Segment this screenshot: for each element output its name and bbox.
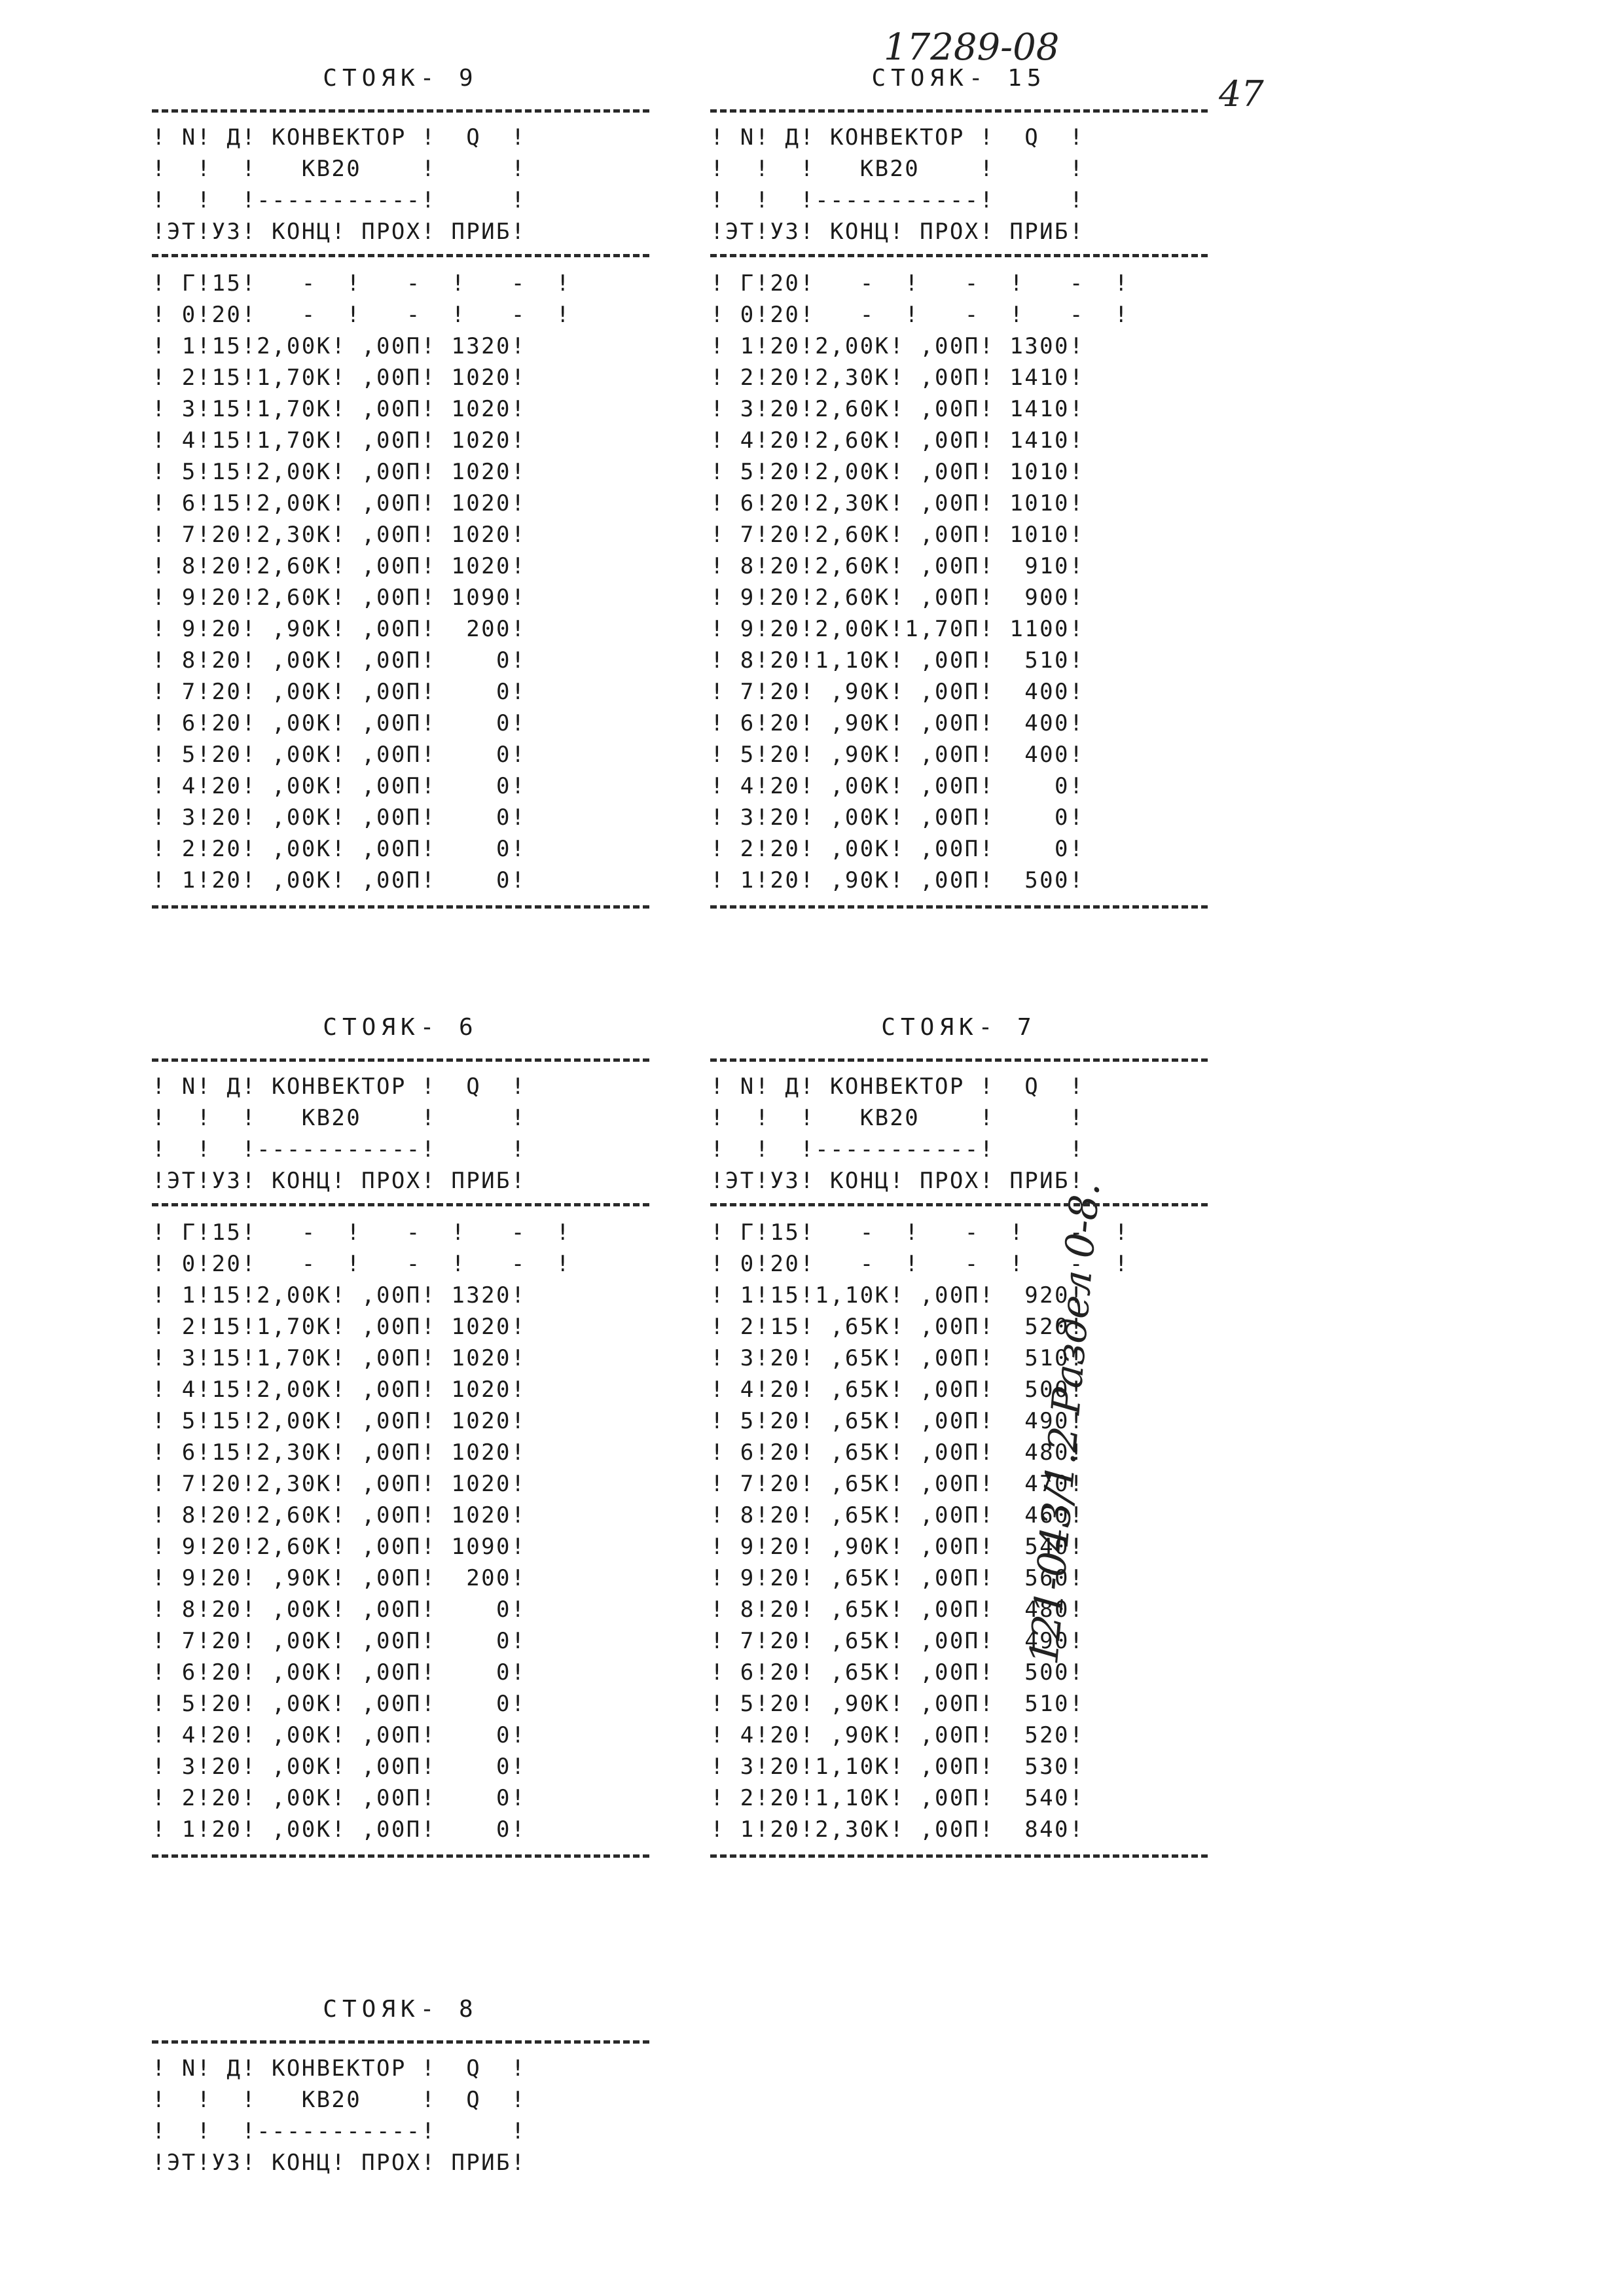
table-row: ! 5!20! ,00К! ,00П! 0! bbox=[152, 742, 526, 768]
table-row: ! 9!20!2,60К! ,00П! 900! bbox=[710, 585, 1085, 611]
table-row: ! 1!15!1,10К! ,00П! 920! bbox=[710, 1282, 1085, 1309]
table-row: ! Г!20! - ! - ! - ! bbox=[710, 270, 1130, 297]
table-row: ! 4!20! ,00К! ,00П! 0! bbox=[710, 773, 1085, 799]
dashed-rule bbox=[152, 905, 649, 909]
header-line: ! ! !-----------! ! bbox=[152, 1136, 526, 1163]
table-header bbox=[152, 113, 649, 254]
table-row: ! 3!20! ,00К! ,00П! 0! bbox=[152, 1754, 526, 1780]
table-row: ! 6!20! ,00К! ,00П! 0! bbox=[152, 1659, 526, 1686]
table-header bbox=[152, 2044, 649, 2185]
handwritten-doc-number: 17289-08 bbox=[884, 26, 1060, 69]
riser-table-8 bbox=[152, 1993, 649, 2185]
riser-table-15 bbox=[710, 62, 1208, 909]
table-row: ! 8!20!2,60К! ,00П! 910! bbox=[710, 553, 1085, 579]
header-line: ! ! !-----------! ! bbox=[152, 187, 526, 213]
table-row: ! 7!20!2,30К! ,00П! 1020! bbox=[152, 1471, 526, 1497]
table-row: ! 6!20! ,65К! ,00П! 500! bbox=[710, 1659, 1085, 1686]
table-row: ! Г!15! - ! - ! - ! bbox=[710, 1219, 1130, 1246]
table-row: ! 8!20! ,65К! ,00П! 460! bbox=[710, 1502, 1085, 1528]
table-row: ! 9!20!2,60К! ,00П! 1090! bbox=[152, 1534, 526, 1560]
header-line: ! ! !-----------! ! bbox=[152, 2118, 526, 2144]
table-row: ! 9!20!2,00К!1,70П! 1100! bbox=[710, 616, 1085, 642]
table-row: ! 2!20! ,00К! ,00П! 0! bbox=[152, 1785, 526, 1811]
table-row: ! 1!15!2,00К! ,00П! 1320! bbox=[152, 1282, 526, 1309]
table-row: ! 0!20! - ! - ! - ! bbox=[710, 1251, 1130, 1277]
table-row: ! 8!20!2,60К! ,00П! 1020! bbox=[152, 1502, 526, 1528]
header-line: !ЭТ!УЗ! КОНЦ! ПРОХ! ПРИБ! bbox=[710, 219, 1085, 245]
riser-title: СТОЯК- 15 bbox=[871, 65, 1047, 92]
header-line: ! N! Д! КОНВЕКТОР ! Q ! bbox=[710, 124, 1085, 151]
table-row: ! 3!20! ,00К! ,00П! 0! bbox=[152, 804, 526, 831]
table-header bbox=[710, 113, 1208, 254]
table-row: ! 6!20! ,90К! ,00П! 400! bbox=[710, 710, 1085, 736]
table-row: ! 2!15!1,70К! ,00П! 1020! bbox=[152, 1314, 526, 1340]
header-line: ! ! ! КВ20 ! ! bbox=[710, 156, 1085, 182]
table-body bbox=[710, 257, 1208, 905]
riser-table-9 bbox=[152, 62, 649, 909]
table-row: ! 8!20!1,10К! ,00П! 510! bbox=[710, 647, 1085, 674]
header-line: ! N! Д! КОНВЕКТОР ! Q ! bbox=[152, 1074, 526, 1100]
table-row: ! 3!20! ,65К! ,00П! 510! bbox=[710, 1345, 1085, 1371]
table-row: ! 2!20! ,00К! ,00П! 0! bbox=[710, 836, 1085, 862]
header-line: ! ! ! КВ20 ! ! bbox=[152, 156, 526, 182]
table-row: ! 4!20! ,65К! ,00П! 500! bbox=[710, 1377, 1085, 1403]
riser-title: СТОЯК- 7 bbox=[881, 1014, 1037, 1041]
table-row: ! 1!20!2,00К! ,00П! 1300! bbox=[710, 333, 1085, 359]
header-line: ! ! ! КВ20 ! ! bbox=[710, 1105, 1085, 1131]
table-body bbox=[152, 257, 649, 905]
table-row: ! Г!15! - ! - ! - ! bbox=[152, 270, 571, 297]
table-row: ! 2!20! ,00К! ,00П! 0! bbox=[152, 836, 526, 862]
table-row: ! 7!20! ,00К! ,00П! 0! bbox=[152, 679, 526, 705]
table-row: ! 4!20! ,90К! ,00П! 520! bbox=[710, 1722, 1085, 1748]
table-row: ! 7!20!2,60К! ,00П! 1010! bbox=[710, 522, 1085, 548]
table-row: ! 0!20! - ! - ! - ! bbox=[152, 1251, 571, 1277]
header-line: ! ! !-----------! ! bbox=[710, 1136, 1085, 1163]
table-header bbox=[710, 1062, 1208, 1203]
table-row: ! 6!15!2,00К! ,00П! 1020! bbox=[152, 490, 526, 516]
table-row: ! 5!20! ,90К! ,00П! 400! bbox=[710, 742, 1085, 768]
table-row: ! 4!15!1,70К! ,00П! 1020! bbox=[152, 427, 526, 454]
table-row: ! 1!20!2,30К! ,00П! 840! bbox=[710, 1816, 1085, 1843]
table-row: ! 7!20!2,30К! ,00П! 1020! bbox=[152, 522, 526, 548]
header-line: ! ! !-----------! ! bbox=[710, 187, 1085, 213]
table-row: ! 7!20! ,90К! ,00П! 400! bbox=[710, 679, 1085, 705]
table-row: ! 8!20! ,00К! ,00П! 0! bbox=[152, 1597, 526, 1623]
table-row: ! 7!20! ,00К! ,00П! 0! bbox=[152, 1628, 526, 1654]
riser-title: СТОЯК- 8 bbox=[323, 1996, 478, 2023]
table-row: ! Г!15! - ! - ! - ! bbox=[152, 1219, 571, 1246]
header-line: ! ! ! КВ20 ! ! bbox=[152, 1105, 526, 1131]
table-row: ! 6!20!2,30К! ,00П! 1010! bbox=[710, 490, 1085, 516]
table-row: ! 9!20! ,90К! ,00П! 200! bbox=[152, 1565, 526, 1591]
table-header bbox=[152, 1062, 649, 1203]
table-row: ! 4!20!2,60К! ,00П! 1410! bbox=[710, 427, 1085, 454]
header-line: !ЭТ!УЗ! КОНЦ! ПРОХ! ПРИБ! bbox=[710, 1168, 1085, 1194]
riser-title: СТОЯК- 9 bbox=[323, 65, 478, 92]
header-line: ! N! Д! КОНВЕКТОР ! Q ! bbox=[710, 1074, 1085, 1100]
riser-table-7 bbox=[710, 1011, 1208, 1858]
header-line: !ЭТ!УЗ! КОНЦ! ПРОХ! ПРИБ! bbox=[152, 219, 526, 245]
table-row: ! 5!20! ,65К! ,00П! 490! bbox=[710, 1408, 1085, 1434]
handwritten-page-number: 47 bbox=[1219, 73, 1264, 115]
table-row: ! 5!20! ,00К! ,00П! 0! bbox=[152, 1691, 526, 1717]
riser-table-6 bbox=[152, 1011, 649, 1858]
table-row: ! 2!15!1,70К! ,00П! 1020! bbox=[152, 365, 526, 391]
riser-title: СТОЯК- 6 bbox=[323, 1014, 478, 1041]
table-row: ! 5!20! ,90К! ,00П! 510! bbox=[710, 1691, 1085, 1717]
header-line: !ЭТ!УЗ! КОНЦ! ПРОХ! ПРИБ! bbox=[152, 1168, 526, 1194]
table-row: ! 5!20!2,00К! ,00П! 1010! bbox=[710, 459, 1085, 485]
header-line: ! ! ! КВ20 ! Q ! bbox=[152, 2087, 526, 2113]
table-row: ! 6!20! ,65К! ,00П! 480! bbox=[710, 1439, 1085, 1466]
table-row: ! 5!15!2,00К! ,00П! 1020! bbox=[152, 459, 526, 485]
table-row: ! 1!20! ,90К! ,00П! 500! bbox=[710, 867, 1085, 894]
table-row: ! 1!20! ,00К! ,00П! 0! bbox=[152, 1816, 526, 1843]
table-row: ! 0!20! - ! - ! - ! bbox=[710, 302, 1130, 328]
table-row: ! 3!15!1,70К! ,00П! 1020! bbox=[152, 1345, 526, 1371]
table-row: ! 2!15! ,65К! ,00П! 520! bbox=[710, 1314, 1085, 1340]
table-row: ! 3!20!1,10К! ,00П! 530! bbox=[710, 1754, 1085, 1780]
dashed-rule bbox=[710, 1854, 1208, 1858]
handwritten-margin-note: 121-043/1.2 Раздел 0-8. bbox=[1021, 1180, 1110, 1667]
table-row: ! 1!15!2,00К! ,00П! 1320! bbox=[152, 333, 526, 359]
dashed-rule bbox=[710, 905, 1208, 909]
table-row: ! 4!20! ,00К! ,00П! 0! bbox=[152, 1722, 526, 1748]
table-row: ! 8!20! ,65К! ,00П! 480! bbox=[710, 1597, 1085, 1623]
header-line: !ЭТ!УЗ! КОНЦ! ПРОХ! ПРИБ! bbox=[152, 2150, 526, 2176]
table-row: ! 1!20! ,00К! ,00П! 0! bbox=[152, 867, 526, 894]
table-row: ! 9!20! ,90К! ,00П! 200! bbox=[152, 616, 526, 642]
table-row: ! 3!20! ,00К! ,00П! 0! bbox=[710, 804, 1085, 831]
table-row: ! 2!20!2,30К! ,00П! 1410! bbox=[710, 365, 1085, 391]
table-row: ! 8!20!2,60К! ,00П! 1020! bbox=[152, 553, 526, 579]
table-row: ! 4!15!2,00К! ,00П! 1020! bbox=[152, 1377, 526, 1403]
table-row: ! 4!20! ,00К! ,00П! 0! bbox=[152, 773, 526, 799]
table-row: ! 3!15!1,70К! ,00П! 1020! bbox=[152, 396, 526, 422]
table-row: ! 5!15!2,00К! ,00П! 1020! bbox=[152, 1408, 526, 1434]
table-body bbox=[152, 1206, 649, 1854]
table-row: ! 7!20! ,65К! ,00П! 470! bbox=[710, 1471, 1085, 1497]
header-line: ! N! Д! КОНВЕКТОР ! Q ! bbox=[152, 124, 526, 151]
table-row: ! 9!20! ,65К! ,00П! 560! bbox=[710, 1565, 1085, 1591]
table-body bbox=[710, 1206, 1208, 1854]
table-row: ! 6!20! ,00К! ,00П! 0! bbox=[152, 710, 526, 736]
table-row: ! 3!20!2,60К! ,00П! 1410! bbox=[710, 396, 1085, 422]
dashed-rule bbox=[152, 1854, 649, 1858]
table-row: ! 7!20! ,65К! ,00П! 490! bbox=[710, 1628, 1085, 1654]
table-row: ! 9!20!2,60К! ,00П! 1090! bbox=[152, 585, 526, 611]
table-row: ! 6!15!2,30К! ,00П! 1020! bbox=[152, 1439, 526, 1466]
table-row: ! 9!20! ,90К! ,00П! 540! bbox=[710, 1534, 1085, 1560]
table-row: ! 0!20! - ! - ! - ! bbox=[152, 302, 571, 328]
table-row: ! 8!20! ,00К! ,00П! 0! bbox=[152, 647, 526, 674]
table-row: ! 2!20!1,10К! ,00П! 540! bbox=[710, 1785, 1085, 1811]
header-line: ! N! Д! КОНВЕКТОР ! Q ! bbox=[152, 2055, 526, 2082]
